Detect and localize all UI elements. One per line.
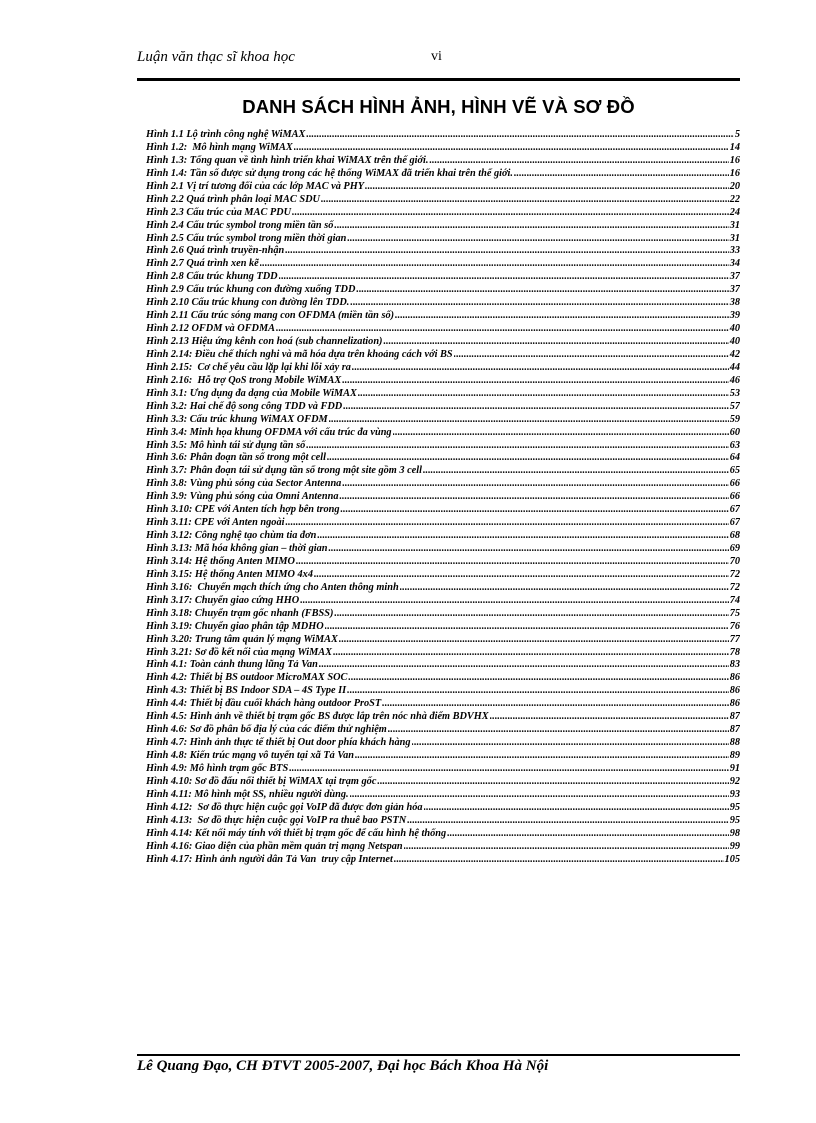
toc-entry[interactable] — [146, 284, 740, 297]
toc-entry[interactable] — [146, 414, 740, 427]
toc-entry-label: Hình 4.13: Sơ đồ thực hiện cuộc gọi VoIP ra thuê bao PSTN — [146, 814, 407, 826]
toc-dot-leader — [285, 245, 728, 258]
toc-entry[interactable] — [146, 621, 740, 634]
toc-entry[interactable] — [146, 776, 740, 789]
toc-entry-page: 95 — [729, 814, 740, 826]
toc-entry[interactable] — [146, 142, 740, 155]
toc-dot-leader — [356, 284, 728, 297]
toc-entry-label: Hình 4.14: Kết nối máy tính với thiết bị trạm gốc để cấu hình hệ thống — [146, 827, 447, 839]
toc-entry[interactable] — [146, 336, 740, 349]
toc-entry-page: 66 — [729, 491, 740, 503]
toc-entry-label: Hình 2.14: Điều chế thích nghi và mã hóa dựa trên khoảng cách với BS — [146, 348, 453, 360]
toc-entry[interactable] — [146, 647, 740, 660]
toc-dot-leader — [285, 517, 728, 530]
toc-entry-label: Hình 3.12: Công nghệ tạo chùm tia đơn — [146, 530, 317, 542]
toc-entry-page: 74 — [729, 594, 740, 606]
page-title: DANH SÁCH HÌNH ẢNH, HÌNH VẼ VÀ SƠ ĐỒ — [242, 96, 635, 117]
toc-entry-page: 20 — [729, 180, 740, 192]
toc-dot-leader — [289, 763, 729, 776]
footer-text: Lê Quang Đạo, CH ĐTVT 2005-2007, Đại học Bách Khoa Hà Nội — [137, 1058, 549, 1074]
toc-entry[interactable] — [146, 440, 740, 453]
toc-entry[interactable] — [146, 427, 740, 440]
toc-entry-page: 98 — [729, 827, 740, 839]
toc-entry-label: Hình 2.13 Hiệu ứng kênh con hoá (sub channelization) — [146, 336, 383, 347]
toc-entry-page: 33 — [729, 245, 740, 257]
toc-dot-leader — [350, 297, 728, 310]
toc-entry-page: 34 — [729, 258, 740, 270]
toc-entry-page: 88 — [729, 737, 740, 749]
toc-dot-leader — [306, 440, 728, 453]
toc-entry-label: Hình 4.11: Mô hình một SS, nhiều người dùng. — [146, 788, 349, 800]
toc-entry[interactable] — [146, 401, 740, 414]
toc-dot-leader — [514, 168, 729, 181]
toc-dot-leader — [383, 336, 728, 349]
toc-entry-label: Hình 3.11: CPE với Anten ngoài — [146, 517, 285, 529]
toc-dot-leader — [339, 491, 728, 504]
toc-entry[interactable] — [146, 323, 740, 336]
toc-entry-page: 14 — [729, 141, 740, 153]
toc-dot-leader — [348, 672, 728, 685]
toc-entry-page: 22 — [729, 193, 740, 205]
toc-entry[interactable] — [146, 828, 740, 841]
running-header — [137, 49, 740, 73]
toc-entry[interactable] — [146, 452, 740, 465]
toc-entry-label: Hình 3.3: Cấu trúc khung WiMAX OFDM — [146, 413, 328, 425]
footer-rule — [137, 1054, 740, 1056]
toc-dot-leader — [333, 647, 729, 660]
toc-entry-page: 67 — [729, 517, 740, 529]
toc-entry-page: 72 — [729, 581, 740, 593]
toc-entry[interactable] — [146, 763, 740, 776]
toc-entry-label: Hình 4.12: Sơ đồ thực hiện cuộc gọi VoIP đã được đơn giản hóa — [146, 801, 423, 813]
toc-dot-leader — [407, 815, 729, 828]
toc-entry-label: Hình 2.8 Cấu trúc khung TDD — [146, 271, 278, 283]
toc-dot-leader — [393, 427, 729, 440]
toc-entry[interactable] — [146, 737, 740, 750]
toc-entry-page: 24 — [729, 206, 740, 218]
toc-entry[interactable] — [146, 129, 740, 142]
thesis-label: Luận văn thạc sĩ khoa học — [137, 49, 295, 65]
toc-entry-page: 93 — [729, 788, 740, 800]
toc-dot-leader — [317, 530, 728, 543]
toc-entry[interactable] — [146, 595, 740, 608]
toc-entry-page: 40 — [729, 323, 740, 335]
figure-list — [146, 129, 740, 866]
toc-dot-leader — [319, 659, 729, 672]
toc-entry-page: 44 — [729, 361, 740, 373]
toc-entry-page: 91 — [729, 762, 740, 774]
toc-entry-label: Hình 4.4: Thiết bị đầu cuối khách hàng outdoor ProST — [146, 698, 382, 710]
toc-entry-page: 63 — [729, 439, 740, 451]
toc-dot-leader — [490, 711, 729, 724]
toc-entry-label: Hình 3.7: Phân đoạn tái sử dụng tần số trong một site gồm 3 cell — [146, 465, 422, 477]
toc-entry[interactable] — [146, 181, 740, 194]
toc-entry[interactable] — [146, 504, 740, 517]
toc-entry[interactable] — [146, 582, 740, 595]
toc-entry-label: Hình 2.9 Cấu trúc khung con đường xuống TDD — [146, 284, 356, 296]
toc-dot-leader — [423, 465, 729, 478]
toc-entry-page: 40 — [729, 336, 740, 347]
toc-entry[interactable] — [146, 530, 740, 543]
toc-entry-label: Hình 4.17: Hình ảnh người dân Tả Van truy cập Internet — [146, 853, 393, 865]
toc-dot-leader — [343, 401, 728, 414]
toc-entry-label: Hình 3.5: Mô hình tái sử dụng tần số — [146, 439, 306, 451]
toc-entry-label: Hình 4.16: Giao diện của phần mềm quản trị mạng Netspan — [146, 840, 403, 852]
toc-dot-leader — [339, 634, 729, 647]
toc-entry-page: 72 — [729, 568, 740, 580]
toc-dot-leader — [334, 608, 728, 621]
toc-entry-label: Hình 1.4: Tần số được sử dụng trong các hệ thống WiMAX đã triển khai trên thế giới. — [146, 167, 513, 179]
toc-entry-label: Hình 3.20: Trung tâm quản lý mạng WiMAX — [146, 633, 338, 645]
toc-entry-label: Hình 3.15: Hệ thống Anten MIMO 4x4 — [146, 568, 313, 580]
toc-entry-label: Hình 2.16: Hỗ trợ QoS trong Mobile WiMAX — [146, 374, 342, 386]
toc-entry-label: Hình 3.16: Chuyển mạch thích ứng cho Anten thông minh — [146, 581, 399, 593]
toc-entry[interactable] — [146, 608, 740, 621]
toc-dot-leader — [447, 828, 729, 841]
toc-entry-page: 53 — [729, 387, 740, 399]
toc-entry-label: Hình 4.3: Thiết bị BS Indoor SDA – 4S Type II — [146, 685, 347, 697]
toc-entry-page: 5 — [734, 129, 740, 140]
toc-entry[interactable] — [146, 349, 740, 362]
toc-entry-label: Hình 4.7: Hình ảnh thực tế thiết bị Out door phía khách hàng — [146, 737, 411, 749]
toc-entry[interactable] — [146, 297, 740, 310]
toc-entry[interactable] — [146, 478, 740, 491]
toc-entry-page: 76 — [729, 620, 740, 632]
toc-entry-label: Hình 3.10: CPE với Anten tích hợp bên trong — [146, 504, 340, 516]
toc-entry[interactable] — [146, 841, 740, 854]
toc-entry[interactable] — [146, 854, 740, 867]
toc-entry-page: 16 — [729, 154, 740, 166]
toc-entry-page: 64 — [729, 452, 740, 464]
toc-entry-label: Hình 1.1 Lộ trình công nghệ WiMAX — [146, 129, 306, 140]
toc-entry-page: 16 — [729, 167, 740, 179]
toc-dot-leader — [352, 362, 729, 375]
toc-entry-label: Hình 2.6 Quá trình truyền-nhận — [146, 245, 285, 257]
toc-dot-leader — [400, 582, 729, 595]
toc-dot-leader — [355, 750, 729, 763]
toc-entry[interactable] — [146, 194, 740, 207]
toc-entry-page: 60 — [729, 426, 740, 438]
toc-entry[interactable] — [146, 802, 740, 815]
toc-entry-label: Hình 4.10: Sơ đồ đấu nối thiết bị WiMAX tại trạm gốc — [146, 775, 377, 787]
toc-entry-page: 31 — [729, 232, 740, 244]
toc-entry[interactable] — [146, 556, 740, 569]
toc-entry[interactable] — [146, 543, 740, 556]
toc-entry-label: Hình 3.17: Chuyển giao cứng HHO — [146, 594, 300, 606]
toc-dot-leader — [395, 310, 729, 323]
toc-entry[interactable] — [146, 220, 740, 233]
toc-dot-leader — [429, 155, 728, 168]
toc-entry-label: Hình 4.8: Kiến trúc mạng vô tuyến tại xã Tả Van — [146, 750, 354, 761]
toc-entry-page: 59 — [729, 413, 740, 425]
toc-entry[interactable] — [146, 245, 740, 258]
toc-entry-page: 42 — [729, 348, 740, 360]
toc-entry[interactable] — [146, 517, 740, 530]
toc-entry-page: 57 — [729, 400, 740, 412]
toc-dot-leader — [340, 504, 728, 517]
toc-entry-label: Hình 2.5 Cấu trúc symbol trong miền thời gian — [146, 232, 347, 244]
toc-entry[interactable] — [146, 310, 740, 323]
toc-dot-leader — [342, 478, 728, 491]
toc-dot-leader — [328, 543, 728, 556]
toc-entry-page: 70 — [729, 555, 740, 567]
toc-entry[interactable] — [146, 233, 740, 246]
toc-dot-leader — [412, 737, 729, 750]
toc-entry[interactable] — [146, 155, 740, 168]
toc-entry[interactable] — [146, 750, 740, 763]
toc-entry[interactable] — [146, 258, 740, 271]
toc-dot-leader — [394, 854, 724, 867]
toc-dot-leader — [454, 349, 729, 362]
toc-entry-page: 37 — [729, 271, 740, 283]
toc-entry[interactable] — [146, 634, 740, 647]
toc-entry-label: Hình 4.9: Mô hình trạm gốc BTS — [146, 762, 289, 774]
toc-entry-page: 65 — [729, 465, 740, 477]
toc-entry-page: 92 — [729, 775, 740, 787]
toc-entry[interactable] — [146, 569, 740, 582]
toc-entry-label: Hình 2.2 Quá trình phân loại MAC SDU — [146, 193, 320, 205]
toc-dot-leader — [314, 569, 729, 582]
toc-dot-leader — [279, 271, 729, 284]
toc-entry-label: Hình 2.1 Vị trí tương đối của các lớp MAC và PHY — [146, 180, 365, 192]
toc-entry-label: Hình 3.4: Minh họa khung OFDMA với cấu trúc đa vùng — [146, 426, 392, 438]
toc-entry-label: Hình 2.4 Cấu trúc symbol trong miền tần số — [146, 219, 334, 231]
toc-dot-leader — [296, 556, 729, 569]
toc-entry-label: Hình 2.3 Cấu trúc của MAC PDU — [146, 206, 292, 218]
toc-entry-label: Hình 3.9: Vùng phủ sóng của Omni Antenna — [146, 491, 339, 503]
toc-entry-page: 78 — [729, 646, 740, 658]
toc-entry-page: 87 — [729, 711, 740, 723]
toc-entry-label: Hình 2.12 OFDM và OFDMA — [146, 323, 276, 335]
toc-dot-leader — [365, 181, 729, 194]
toc-entry-page: 99 — [729, 840, 740, 852]
toc-entry-label: Hình 3.1: Ứng dụng đa dạng của Mobile WiMAX — [146, 387, 357, 399]
toc-entry-label: Hình 2.10 Cấu trúc khung con đường lên TDD. — [146, 297, 350, 309]
toc-entry[interactable] — [146, 789, 740, 802]
toc-dot-leader — [321, 194, 729, 207]
toc-entry-page: 38 — [729, 297, 740, 309]
toc-entry[interactable] — [146, 388, 740, 401]
toc-entry[interactable] — [146, 465, 740, 478]
toc-entry[interactable] — [146, 271, 740, 284]
toc-entry-label: Hình 4.5: Hình ảnh về thiết bị trạm gốc BS được lắp trên nóc nhà điểm BDVHX — [146, 711, 489, 723]
toc-dot-leader — [347, 233, 728, 246]
toc-entry-label: Hình 2.7 Quá trình xen kẽ — [146, 258, 259, 270]
toc-dot-leader — [377, 776, 728, 789]
toc-entry-page: 105 — [724, 853, 740, 865]
toc-entry-label: Hình 3.2: Hai chế độ song công TDD và FDD — [146, 400, 343, 412]
toc-entry[interactable] — [146, 672, 740, 685]
toc-dot-leader — [342, 375, 728, 388]
toc-entry-page: 95 — [729, 801, 740, 813]
toc-dot-leader — [350, 789, 729, 802]
toc-entry-page: 67 — [729, 504, 740, 516]
toc-entry[interactable] — [146, 711, 740, 724]
toc-entry-label: Hình 3.8: Vùng phủ sóng của Sector Antenna — [146, 478, 342, 490]
toc-entry[interactable] — [146, 168, 740, 181]
toc-entry-label: Hình 2.11 Cấu trúc sóng mang con OFDMA (miền tần số) — [146, 310, 395, 322]
toc-entry[interactable] — [146, 815, 740, 828]
toc-entry-page: 86 — [729, 685, 740, 697]
toc-entry-page: 87 — [729, 724, 740, 736]
toc-dot-leader — [347, 685, 729, 698]
toc-dot-leader — [294, 142, 729, 155]
toc-entry-page: 89 — [729, 750, 740, 761]
toc-entry-page: 83 — [729, 659, 740, 671]
toc-entry-page: 66 — [729, 478, 740, 490]
toc-dot-leader — [358, 388, 729, 401]
toc-entry-label: Hình 3.14: Hệ thống Anten MIMO — [146, 555, 295, 567]
toc-dot-leader — [306, 129, 733, 142]
toc-entry-page: 39 — [729, 310, 740, 322]
toc-entry-label: Hình 1.3: Tổng quan về tình hình triển khai WiMAX trên thế giới. — [146, 154, 429, 166]
toc-dot-leader — [276, 323, 729, 336]
toc-entry-label: Hình 3.21: Sơ đồ kết nối của mạng WiMAX — [146, 646, 333, 658]
page-number: vi — [431, 49, 442, 64]
toc-entry[interactable] — [146, 362, 740, 375]
toc-entry-page: 46 — [729, 374, 740, 386]
toc-entry-label: Hình 4.6: Sơ đồ phân bố địa lý của các điểm thử nghiệm — [146, 724, 387, 736]
toc-entry-page: 86 — [729, 698, 740, 710]
toc-entry-label: Hình 3.13: Mã hóa không gian – thời gian — [146, 543, 328, 554]
toc-entry-page: 37 — [729, 284, 740, 296]
toc-dot-leader — [388, 724, 729, 737]
toc-entry[interactable] — [146, 375, 740, 388]
toc-entry-label: Hình 3.18: Chuyển trạm gốc nhanh (FBSS) — [146, 607, 334, 619]
toc-dot-leader — [260, 258, 729, 271]
toc-dot-leader — [334, 220, 728, 233]
toc-entry[interactable] — [146, 685, 740, 698]
toc-dot-leader — [292, 207, 729, 220]
toc-entry-page: 68 — [729, 530, 740, 542]
toc-entry[interactable] — [146, 698, 740, 711]
toc-entry-label: Hình 1.2: Mô hình mạng WiMAX — [146, 141, 293, 153]
header-rule — [137, 78, 740, 81]
toc-entry-page: 31 — [729, 219, 740, 231]
toc-entry-page: 77 — [729, 633, 740, 645]
toc-entry[interactable] — [146, 659, 740, 672]
toc-dot-leader — [327, 452, 729, 465]
toc-entry-page: 69 — [729, 543, 740, 554]
toc-dot-leader — [382, 698, 729, 711]
toc-dot-leader — [424, 802, 729, 815]
toc-entry[interactable] — [146, 491, 740, 504]
toc-dot-leader — [329, 414, 729, 427]
toc-entry-page: 86 — [729, 672, 740, 684]
toc-entry-label: Hình 4.2: Thiết bị BS outdoor MicroMAX SOC — [146, 672, 348, 684]
toc-dot-leader — [325, 621, 729, 634]
toc-entry-label: Hình 2.15: Cơ chế yêu cầu lặp lại khi lỗi xảy ra — [146, 361, 351, 373]
toc-entry-label: Hình 4.1: Toàn cảnh thung lũng Tả Van — [146, 659, 318, 671]
toc-entry-label: Hình 3.19: Chuyển giao phân tập MDHO — [146, 620, 324, 632]
toc-entry[interactable] — [146, 207, 740, 220]
toc-entry-page: 75 — [729, 607, 740, 619]
toc-dot-leader — [300, 595, 728, 608]
toc-entry-label: Hình 3.6: Phân đoạn tần số trong một cell — [146, 452, 326, 464]
toc-dot-leader — [404, 841, 729, 854]
toc-entry[interactable] — [146, 724, 740, 737]
